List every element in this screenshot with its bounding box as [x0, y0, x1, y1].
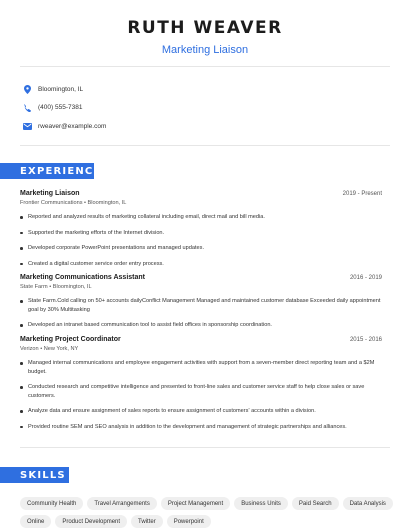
- job-entry: [20, 190, 382, 275]
- contact-email: [20, 117, 390, 135]
- contact-location: [20, 80, 390, 98]
- skill-tag: Data Analysis: [343, 497, 393, 510]
- list-item: State Farm.Cold calling on 50+ accounts dailyConflict Management Managed and maintained customer database Exceeded daily appointment goal by 30% Multitasking: [20, 297, 382, 314]
- skill-tag: Project Management: [161, 497, 230, 510]
- skill-tag: Twitter: [131, 515, 163, 528]
- contact-list: [20, 80, 390, 136]
- skills-heading: SKILLS: [0, 467, 69, 483]
- job-company: Verizon • New York, NY: [20, 346, 79, 352]
- divider: [20, 447, 390, 448]
- email-icon: [22, 121, 32, 131]
- list-item: Conducted research and competitive intelligence and presented to front-line sales and customer service staff to help close sales or save customers.: [20, 383, 382, 400]
- list-item: Provided routine SEM and SEO analysis in addition to the development and management of strategic partnerships and alliances.: [20, 423, 382, 432]
- skill-tag: Travel Arrangements: [87, 497, 156, 510]
- skills-list: [20, 497, 395, 528]
- list-item: Developed an intranet based communication tool to assist field offices in sponsorship coordination.: [20, 321, 382, 330]
- job-dates: 2019 - Present: [342, 191, 382, 197]
- list-item: Created a digital customer service order entry process.: [20, 260, 382, 269]
- job-company: State Farm • Bloomington, IL: [20, 284, 92, 290]
- candidate-name: RUTH WEAVER: [127, 18, 283, 38]
- skill-tag: Powerpoint: [167, 515, 211, 528]
- job-entry: [20, 274, 382, 337]
- divider: [20, 145, 390, 146]
- candidate-title: Marketing Liaison: [161, 44, 249, 56]
- list-item: Managed internal communications and employee engagement activities with support from a seven-member direct reporting team and a $2M budget.: [20, 359, 382, 376]
- resume-header: [0, 18, 410, 56]
- job-title: Marketing Communications Assistant: [20, 274, 145, 281]
- skill-tag: Online: [20, 515, 51, 528]
- job-bullets: [20, 297, 382, 330]
- job-company: Frontier Communications • Bloomington, IL: [20, 200, 127, 206]
- job-title: Marketing Liaison: [20, 190, 80, 197]
- location-pin-icon: [22, 84, 32, 94]
- contact-phone: [20, 99, 390, 117]
- skill-tag: Community Health: [20, 497, 83, 510]
- list-item: Supported the marketing efforts of the Internet division.: [20, 229, 382, 238]
- skill-tag: Business Units: [234, 497, 288, 510]
- list-item: Reported and analyzed results of marketing collateral including email, direct mail and bill media.: [20, 213, 382, 222]
- divider: [20, 66, 390, 67]
- contact-location-text: Bloomington, IL: [38, 85, 84, 93]
- job-dates: 2015 - 2016: [349, 337, 382, 343]
- contact-email-text: rweaver@example.com: [38, 122, 107, 130]
- job-bullets: [20, 359, 382, 431]
- contact-phone-text: (400) 555-7381: [38, 104, 83, 111]
- skill-tag: Paid Search: [292, 497, 339, 510]
- list-item: Developed corporate PowerPoint presentations and managed updates.: [20, 244, 382, 253]
- job-title: Marketing Project Coordinator: [20, 336, 121, 343]
- job-dates: 2016 - 2019: [349, 275, 382, 281]
- experience-heading: EXPERIENCE: [0, 163, 94, 179]
- job-bullets: [20, 213, 382, 268]
- job-entry: [20, 336, 382, 438]
- list-item: Analyze data and ensure assignment of sales reports to ensure assignment of customers' accounts within a division.: [20, 407, 382, 416]
- skill-tag: Product Development: [55, 515, 127, 528]
- phone-icon: [22, 103, 32, 113]
